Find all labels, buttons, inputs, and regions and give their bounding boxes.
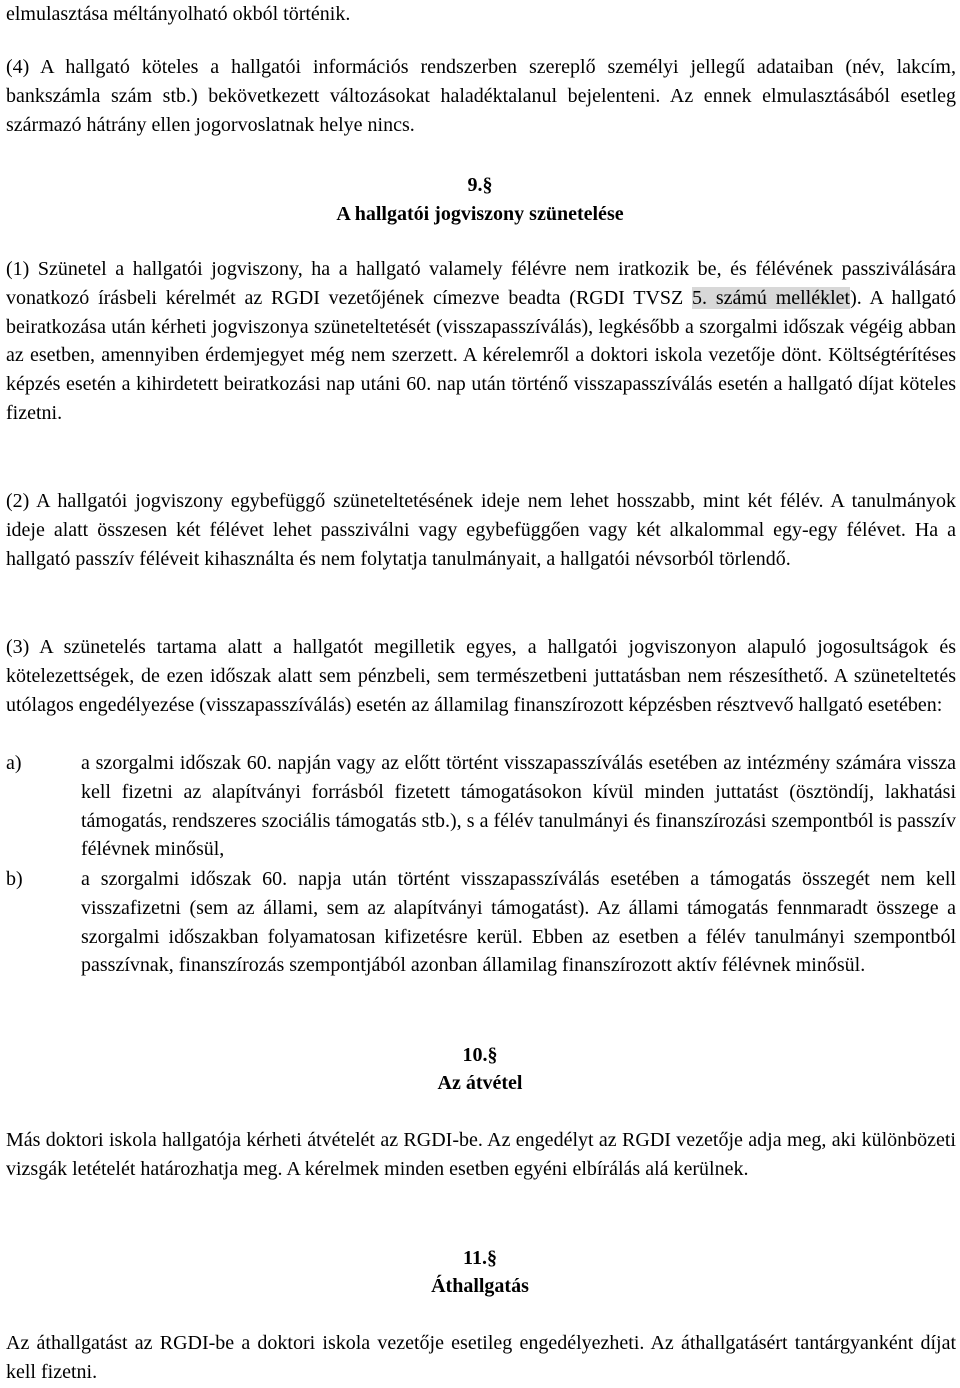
paragraph-4: (4) A hallgató köteles a hallgatói információs rendszerben szereplő személyi jellegű adataiban (név, lakcím, bankszámla szám stb.) bekövetkezett változásokat haladéktalanul bejelenteni. Az ennek elmulasztásából esetleg származó hátrány ellen jogorvoslatnak helye nincs.	[6, 56, 956, 136]
paragraph-text: ). A hallgató beiratkozása után kérheti jogviszonya szüneteltetését (visszapasszíválás), legkésőbb a szorgalmi időszak végéig abban az esetben, amennyiben érdemjegyet még nem szerzett. A kérelemről a doktori iskola vezetője dönt. Költségtérítéses képzés esetén a kihirdetett beiratkozási nap utáni 60. nap után történő visszapasszíválás esetén a hallgató díjat köteles fizetni.	[6, 286, 956, 424]
list-item-label: b)	[6, 868, 23, 890]
section-9-paragraph-3: (3) A szünetelés tartama alatt a hallgatót megilletik egyes, a hallgatói jogviszonyon alapuló jogosultságok és kötelezettségek, de ezen időszak alatt sem pénzbeli, sem természetbeni juttatásban nem részesíthető. A szüneteltetés utólagos engedélyezése (visszapasszíválás) esetén az államilag finanszírozott képzésben résztvevő hallgató esetében:	[6, 636, 956, 716]
section-11-paragraph: Az áthallgatást az RGDI-be a doktori iskola vezetője esetileg engedélyezheti. Az áthallgatásért tantárgyanként díjat kell fizetni.	[6, 1332, 956, 1383]
list-item-label: a)	[6, 752, 22, 774]
section-11-title: Áthallgatás	[431, 1275, 529, 1297]
section-11-number	[0, 1244, 960, 1273]
annex-reference-highlight: 5. számú melléklet	[692, 286, 851, 309]
section-9-paragraph-1	[6, 255, 956, 428]
section-number: 9.	[467, 174, 483, 196]
section-10-number	[0, 1041, 960, 1070]
section-9-title: A hallgatói jogviszony szünetelése	[336, 203, 624, 225]
section-sign: §	[482, 174, 493, 196]
section-9-number	[0, 171, 960, 200]
list-item-text: a szorgalmi időszak 60. napja után történt visszapasszíválás esetében a támogatás összegét nem kell visszafizetni (sem az állami, sem az alapítványi támogatást). Az állami támogatás fennmaradt összege a szorgalmi időszakban folyamatosan kifizetésre kerül. Ebben az esetben a félév tanulmányi szempontból passzívnak, finanszírozás szempontjából azonban államilag finanszírozott aktív félévnek minősül.	[81, 868, 956, 977]
paragraph-text: (1) Szünetel a hallgatói jogviszony, ha a hallgató valamely félévre nem iratkozik be, és félévének passziválására vonatkozó írásbeli kérelmét az RGDI vezetőjének címezve beadta (RGDI TVSZ	[6, 258, 956, 309]
text-paragraph: elmulasztása méltányolható okból történik.	[6, 3, 351, 25]
section-10-paragraph: Más doktori iskola hallgatója kérheti átvételét az RGDI-be. Az engedélyt az RGDI vezetője adja meg, aki különbözeti vizsgák letételét határozhatja meg. A kérelmek minden esetben egyéni elbírálás alá kerülnek.	[6, 1129, 956, 1180]
section-number: 11.	[463, 1247, 487, 1269]
section-sign: §	[487, 1044, 498, 1066]
list-item-text: a szorgalmi időszak 60. napján vagy az előtt történt visszapasszíválás esetében az intézmény számára vissza kell fizetni az alapítványi forrásból fizetett támogatásokon kívül minden juttatást (ösztöndíj, lakhatási támogatás, rendszeres szociális támogatás stb.), s a félév tanulmányi és finanszírozási szempontból is passzív félévnek minősül,	[81, 752, 956, 861]
section-9-paragraph-2: (2) A hallgatói jogviszony egybefüggő szüneteltetésének ideje nem lehet hosszabb, mint két félév. A tanulmányok ideje alatt összesen két félévet lehet passziválni vagy egybefüggően vagy két alkalommal egy-egy félévet. Ha a hallgató passzív féléveit kihasználta és nem folytatja tanulmányait, a hallgatói névsorból törlendő.	[6, 490, 956, 570]
section-sign: §	[486, 1247, 497, 1269]
section-10-title: Az átvétel	[437, 1072, 523, 1094]
section-number: 10.	[462, 1044, 488, 1066]
